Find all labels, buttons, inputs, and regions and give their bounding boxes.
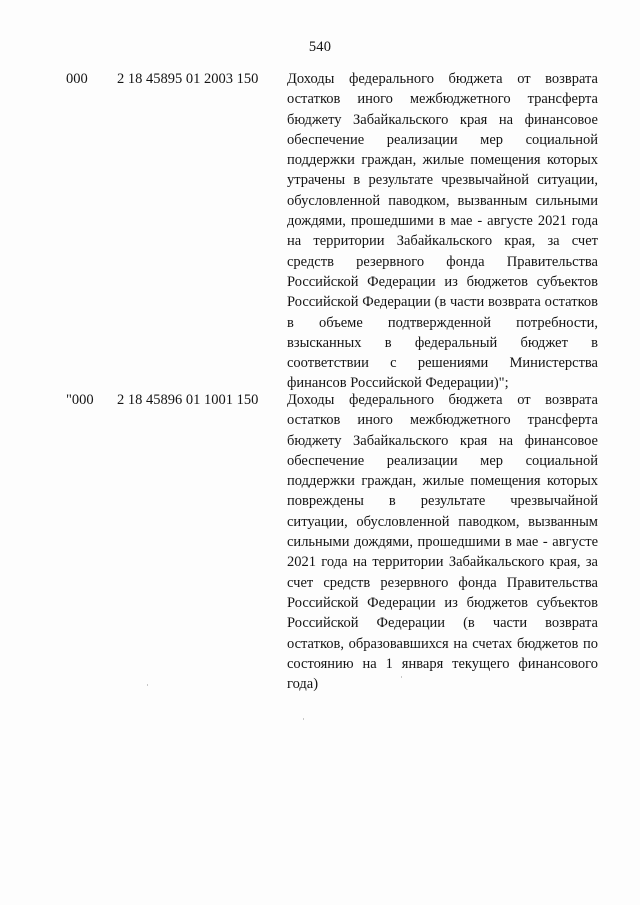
scan-speck xyxy=(147,684,148,686)
admin-code: "000 xyxy=(66,392,94,408)
scan-speck xyxy=(401,676,402,678)
income-description: Доходы федерального бюджета от возврата остатков иного межбюджетного трансферта бюджету Забайкальского края на финансовое обеспечение реализации мер социальной поддержки граждан, жилые помещения которых утрачены в результате чрезвычайной ситуации, обусловленной паводком, вызванным сильными дождями, прошедшими в мае - августе 2021 года на территории Забайкальского края, за счет средств резервного фонда Правительства Российской Федерации из бюджетов субъектов Российской Федерации (в части возврата остатков в объеме подтвержденной потребности, взысканных в федеральный бюджет в соответствии с решениями Министерства финансов Российской Федерации)"; xyxy=(287,71,598,392)
budget-classification-code: 2 18 45895 01 2003 150 xyxy=(117,71,259,87)
income-description: Доходы федерального бюджета от возврата остатков иного межбюджетного трансферта бюджету Забайкальского края на финансовое обеспечение реализации мер социальной поддержки граждан, жилые помещения которых повреждены в результате чрезвычайной ситуации, обусловленной паводком, вызванным сильными дождями, прошедшими в мае - августе 2021 года на территории Забайкальского края, за счет средств резервного фонда Правительства Российской Федерации из бюджетов субъектов Российской Федерации (в части возврата остатков, образовавшихся на счетах бюджетов по состоянию на 1 января текущего финансового года) xyxy=(287,392,598,693)
scan-speck xyxy=(303,718,304,720)
budget-classification-code: 2 18 45896 01 1001 150 xyxy=(117,392,259,408)
admin-code: 000 xyxy=(66,71,88,87)
page-number: 540 xyxy=(308,39,332,55)
